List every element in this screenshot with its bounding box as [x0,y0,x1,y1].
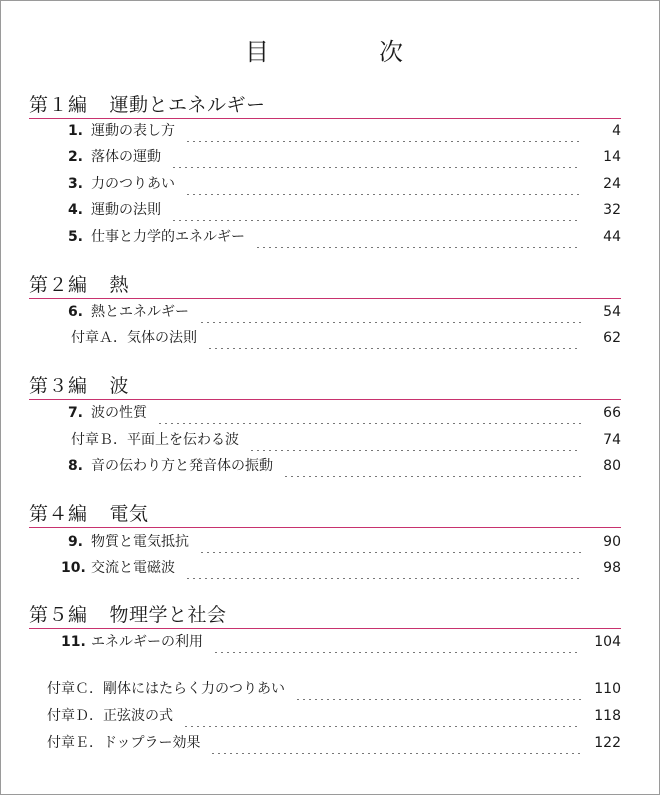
entry-title: エネルギーの利用 [91,634,203,650]
toc-entry[interactable] [61,402,621,424]
entry-page: 98 [603,560,621,576]
entry-number: 7. [67,405,83,421]
toc-entry[interactable] [61,531,621,553]
dot-leader [183,705,581,727]
entry-page: 44 [603,229,621,245]
toc-entry[interactable] [61,199,621,221]
toc-entry[interactable] [61,226,621,248]
toc-entry-appendix[interactable] [71,429,621,451]
entry-title: 運動の表し方 [91,123,175,139]
entry-number: 8. [67,458,83,474]
toc-entry-appendix[interactable] [71,327,621,349]
entry-page: 24 [603,176,621,192]
entry-title: 付章Ｅ．ドップラー効果 [47,735,201,751]
dot-leader [210,732,581,754]
section-name: 電気 [109,503,149,525]
toc-entry[interactable] [61,173,621,195]
section-label: 第５編 [29,604,88,626]
entry-page: 4 [612,123,621,139]
title-part-2: 次 [379,38,403,66]
toc-entry-appendix[interactable] [47,732,621,754]
entry-number: 9. [67,534,83,550]
entry-title: 落体の運動 [91,149,161,165]
dot-leader [185,120,581,142]
entry-page: 122 [594,735,621,751]
entry-title: 熱とエネルギー [91,304,189,320]
section-name: 熱 [109,274,130,296]
section-label: 第３編 [29,375,88,397]
toc-entry[interactable] [61,146,621,168]
entry-page: 118 [594,708,621,724]
section-name: 波 [109,375,130,397]
dot-leader [171,199,581,221]
section-1-heading [29,93,621,119]
entry-page: 62 [603,330,621,346]
entry-number: 5. [67,229,83,245]
section-label: 第４編 [29,503,88,525]
page-title [1,37,659,71]
toc-entry[interactable] [61,455,621,477]
entry-page: 66 [603,405,621,421]
section-label: 第１編 [29,94,88,116]
entry-title: 波の性質 [91,405,147,421]
dot-leader [255,226,581,248]
dot-leader [185,557,581,579]
entry-number: 6. [67,304,83,320]
entry-title: 付章Ｂ．平面上を伝わる波 [71,432,239,448]
entry-number: 1. [67,123,83,139]
section-3-heading [29,374,621,400]
dot-leader [185,173,581,195]
dot-leader [283,455,581,477]
dot-leader [207,327,581,349]
entry-page: 32 [603,202,621,218]
entry-number: 10. [61,560,86,576]
dot-leader [213,631,581,653]
entry-page: 54 [603,304,621,320]
toc-entry[interactable] [61,631,621,653]
toc-entry-appendix[interactable] [47,705,621,727]
entry-number: 2. [67,149,83,165]
entry-number: 4. [67,202,83,218]
entry-title: 運動の法則 [91,202,161,218]
dot-leader [171,146,581,168]
entry-page: 14 [603,149,621,165]
entry-page: 104 [594,634,621,650]
section-5-heading [29,603,621,629]
entry-title: 音の伝わり方と発音体の振動 [91,458,273,474]
title-part-1: 目 [245,38,269,66]
entry-title: 付章Ｄ．正弦波の式 [47,708,173,724]
section-name: 物理学と社会 [109,604,227,626]
entry-page: 80 [603,458,621,474]
dot-leader [157,402,581,424]
toc-entry[interactable] [61,120,621,142]
dot-leader [249,429,581,451]
section-2-heading [29,273,621,299]
entry-title: 付章Ａ．気体の法則 [71,330,197,346]
toc-entry[interactable] [61,557,621,579]
entry-page: 90 [603,534,621,550]
entry-title: 物質と電気抵抗 [91,534,189,550]
entry-title: 付章Ｃ．剛体にはたらく力のつりあい [47,681,285,697]
entry-page: 74 [603,432,621,448]
entry-number: 3. [67,176,83,192]
section-name: 運動とエネルギー [109,94,266,116]
entry-title: 交流と電磁波 [91,560,175,576]
section-4-heading [29,502,621,528]
entry-number: 11. [61,634,86,650]
dot-leader [199,531,581,553]
dot-leader [199,301,581,323]
toc-entry-appendix[interactable] [47,678,621,700]
entry-title: 力のつりあい [91,176,175,192]
section-label: 第２編 [29,274,88,296]
entry-title: 仕事と力学的エネルギー [91,229,245,245]
dot-leader [295,678,581,700]
entry-page: 110 [594,681,621,697]
toc-entry[interactable] [61,301,621,323]
